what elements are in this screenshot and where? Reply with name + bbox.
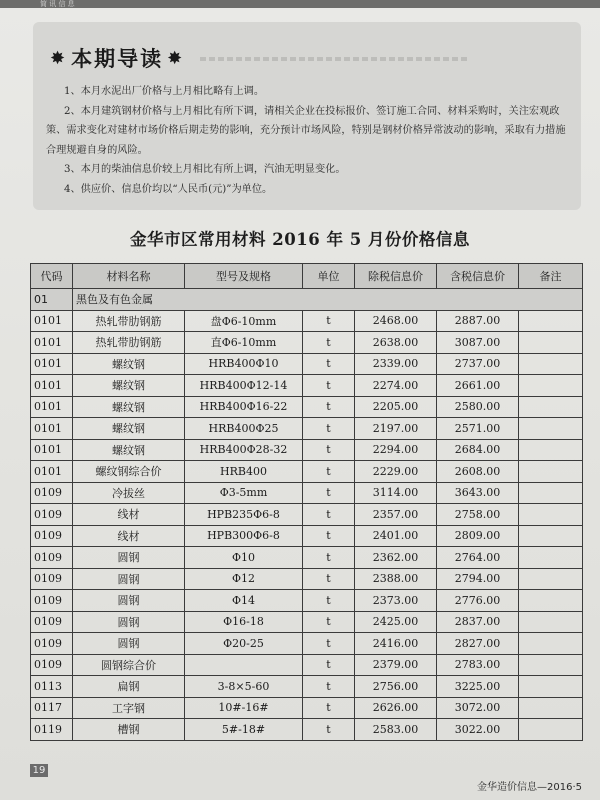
category-code: 01 <box>31 289 73 311</box>
cell-unit: t <box>303 439 355 461</box>
cell-price-inc-tax: 3087.00 <box>437 332 519 354</box>
page-number: 19 <box>30 764 48 777</box>
cell-material-name: 螺纹钢综合价 <box>73 461 185 483</box>
cell-code: 0109 <box>31 525 73 547</box>
cell-spec: HRB400Φ10 <box>185 353 303 375</box>
cell-unit: t <box>303 590 355 612</box>
table-row <box>31 633 583 655</box>
column-header: 备注 <box>519 264 583 289</box>
table-row <box>31 676 583 698</box>
category-name: 黑色及有色金属 <box>73 289 583 311</box>
cell-price-ex-tax: 2339.00 <box>355 353 437 375</box>
table-row <box>31 332 583 354</box>
cell-price-inc-tax: 3225.00 <box>437 676 519 698</box>
cell-price-inc-tax: 2827.00 <box>437 633 519 655</box>
table-row <box>31 310 583 332</box>
table-row <box>31 482 583 504</box>
cell-spec <box>185 654 303 676</box>
cell-code: 0109 <box>31 611 73 633</box>
cell-price-inc-tax: 2887.00 <box>437 310 519 332</box>
cell-price-ex-tax: 2373.00 <box>355 590 437 612</box>
cell-code: 0113 <box>31 676 73 698</box>
cell-price-inc-tax: 2764.00 <box>437 547 519 569</box>
cell-price-ex-tax: 2756.00 <box>355 676 437 698</box>
cell-note <box>519 353 583 375</box>
cell-price-inc-tax: 2794.00 <box>437 568 519 590</box>
cell-code: 0109 <box>31 633 73 655</box>
table-header-row <box>31 264 583 289</box>
cell-note <box>519 461 583 483</box>
cell-unit: t <box>303 611 355 633</box>
table-row <box>31 504 583 526</box>
cell-code: 0101 <box>31 418 73 440</box>
cell-unit: t <box>303 719 355 741</box>
cell-material-name: 圆钢综合价 <box>73 654 185 676</box>
cell-price-ex-tax: 2379.00 <box>355 654 437 676</box>
table-row <box>31 547 583 569</box>
table-row <box>31 418 583 440</box>
cell-price-ex-tax: 2274.00 <box>355 375 437 397</box>
cell-spec: Φ16-18 <box>185 611 303 633</box>
table-row <box>31 611 583 633</box>
cell-price-ex-tax: 2362.00 <box>355 547 437 569</box>
cell-note <box>519 482 583 504</box>
cell-spec: HRB400Φ25 <box>185 418 303 440</box>
table-row <box>31 439 583 461</box>
star-icon: ✸ <box>50 48 68 69</box>
cell-unit: t <box>303 568 355 590</box>
cell-material-name: 螺纹钢 <box>73 439 185 461</box>
running-header: 简 讯 信 息 <box>0 0 600 8</box>
cell-spec: 直Φ6-10mm <box>185 332 303 354</box>
cell-note <box>519 418 583 440</box>
intro-heading-text: 本期导读 <box>71 47 164 71</box>
cell-price-inc-tax: 2758.00 <box>437 504 519 526</box>
cell-unit: t <box>303 676 355 698</box>
cell-unit: t <box>303 332 355 354</box>
cell-spec: 3-8×5-60 <box>185 676 303 698</box>
cell-unit: t <box>303 375 355 397</box>
table-row <box>31 654 583 676</box>
table-row <box>31 375 583 397</box>
cell-note <box>519 633 583 655</box>
table-title: 金华市区常用材料 2016 年 5 月份价格信息 <box>130 230 470 249</box>
cell-unit: t <box>303 504 355 526</box>
cell-note <box>519 676 583 698</box>
cell-material-name: 冷拔丝 <box>73 482 185 504</box>
cell-code: 0101 <box>31 396 73 418</box>
cell-material-name: 热轧带肋钢筋 <box>73 310 185 332</box>
cell-price-inc-tax: 2809.00 <box>437 525 519 547</box>
table-row <box>31 353 583 375</box>
cell-note <box>519 719 583 741</box>
cell-spec: Φ12 <box>185 568 303 590</box>
cell-price-inc-tax: 2608.00 <box>437 461 519 483</box>
cell-note <box>519 654 583 676</box>
cell-note <box>519 568 583 590</box>
cell-price-inc-tax: 2661.00 <box>437 375 519 397</box>
cell-price-ex-tax: 2626.00 <box>355 697 437 719</box>
cell-unit: t <box>303 353 355 375</box>
cell-note <box>519 590 583 612</box>
cell-price-ex-tax: 2468.00 <box>355 310 437 332</box>
intro-item: 2、本月建筑钢材价格与上月相比有所下调，请相关企业在投标报价、签订施工合同、材料采购时，关注宏观政策、需求变化对建材市场价格后期走势的影响，充分预计市场风险，特别是钢材价格异常波动的影响，采取有力措施合理规避自身的风险。 <box>46 105 566 156</box>
cell-price-inc-tax: 2684.00 <box>437 439 519 461</box>
cell-price-inc-tax: 3643.00 <box>437 482 519 504</box>
heading-decoration <box>200 57 470 61</box>
cell-code: 0109 <box>31 482 73 504</box>
cell-note <box>519 611 583 633</box>
cell-price-inc-tax: 2571.00 <box>437 418 519 440</box>
cell-note <box>519 525 583 547</box>
cell-unit: t <box>303 310 355 332</box>
cell-price-ex-tax: 2401.00 <box>355 525 437 547</box>
cell-unit: t <box>303 396 355 418</box>
cell-price-ex-tax: 2416.00 <box>355 633 437 655</box>
cell-code: 0109 <box>31 590 73 612</box>
cell-spec: HPB300Φ6-8 <box>185 525 303 547</box>
table-row <box>31 590 583 612</box>
cell-code: 0109 <box>31 547 73 569</box>
cell-material-name: 槽钢 <box>73 719 185 741</box>
cell-spec: HRB400Φ16-22 <box>185 396 303 418</box>
table-row <box>31 525 583 547</box>
cell-spec: Φ14 <box>185 590 303 612</box>
cell-code: 0101 <box>31 461 73 483</box>
column-header: 除税信息价 <box>355 264 437 289</box>
cell-unit: t <box>303 654 355 676</box>
table-row <box>31 697 583 719</box>
column-header: 代码 <box>31 264 73 289</box>
cell-price-ex-tax: 2197.00 <box>355 418 437 440</box>
cell-unit: t <box>303 633 355 655</box>
cell-code: 0109 <box>31 654 73 676</box>
cell-material-name: 螺纹钢 <box>73 375 185 397</box>
cell-price-inc-tax: 2580.00 <box>437 396 519 418</box>
cell-code: 0109 <box>31 504 73 526</box>
cell-spec: Φ20-25 <box>185 633 303 655</box>
cell-spec: Φ3-5mm <box>185 482 303 504</box>
cell-material-name: 圆钢 <box>73 547 185 569</box>
cell-spec: HRB400Φ12-14 <box>185 375 303 397</box>
cell-material-name: 线材 <box>73 525 185 547</box>
cell-material-name: 螺纹钢 <box>73 418 185 440</box>
cell-material-name: 螺纹钢 <box>73 353 185 375</box>
category-row <box>31 289 583 311</box>
cell-price-ex-tax: 2425.00 <box>355 611 437 633</box>
cell-unit: t <box>303 482 355 504</box>
intro-list <box>46 82 566 199</box>
cell-price-ex-tax: 2229.00 <box>355 461 437 483</box>
cell-unit: t <box>303 461 355 483</box>
cell-note <box>519 310 583 332</box>
cell-material-name: 螺纹钢 <box>73 396 185 418</box>
intro-item: 1、本月水泥出厂价格与上月相比略有上调。 <box>64 86 265 97</box>
cell-price-inc-tax: 2737.00 <box>437 353 519 375</box>
column-header: 材料名称 <box>73 264 185 289</box>
cell-unit: t <box>303 547 355 569</box>
cell-code: 0119 <box>31 719 73 741</box>
cell-spec: HRB400 <box>185 461 303 483</box>
cell-material-name: 圆钢 <box>73 568 185 590</box>
cell-material-name: 热轧带肋钢筋 <box>73 332 185 354</box>
cell-code: 0101 <box>31 439 73 461</box>
cell-spec: Φ10 <box>185 547 303 569</box>
cell-unit: t <box>303 418 355 440</box>
cell-code: 0101 <box>31 310 73 332</box>
cell-note <box>519 439 583 461</box>
intro-item: 3、本月的柴油信息价较上月相比有所上调，汽油无明显变化。 <box>64 164 346 175</box>
cell-code: 0101 <box>31 375 73 397</box>
table-row <box>31 719 583 741</box>
cell-spec: HPB235Φ6-8 <box>185 504 303 526</box>
intro-item: 4、供应价、信息价均以“人民币(元)”为单位。 <box>64 183 273 195</box>
cell-note <box>519 375 583 397</box>
cell-unit: t <box>303 525 355 547</box>
cell-price-ex-tax: 2583.00 <box>355 719 437 741</box>
table-row <box>31 568 583 590</box>
cell-note <box>519 332 583 354</box>
cell-material-name: 圆钢 <box>73 633 185 655</box>
cell-code: 0117 <box>31 697 73 719</box>
cell-material-name: 圆钢 <box>73 590 185 612</box>
publication-footer: 金华造价信息—2016·5 <box>477 782 582 793</box>
cell-spec: HRB400Φ28-32 <box>185 439 303 461</box>
cell-spec: 10#-16# <box>185 697 303 719</box>
cell-code: 0101 <box>31 353 73 375</box>
cell-material-name: 线材 <box>73 504 185 526</box>
column-header: 含税信息价 <box>437 264 519 289</box>
column-header: 单位 <box>303 264 355 289</box>
cell-material-name: 圆钢 <box>73 611 185 633</box>
cell-price-ex-tax: 2638.00 <box>355 332 437 354</box>
cell-unit: t <box>303 697 355 719</box>
cell-price-inc-tax: 2783.00 <box>437 654 519 676</box>
cell-price-ex-tax: 2357.00 <box>355 504 437 526</box>
cell-price-ex-tax: 2294.00 <box>355 439 437 461</box>
cell-price-inc-tax: 2837.00 <box>437 611 519 633</box>
cell-code: 0101 <box>31 332 73 354</box>
star-icon: ✸ <box>167 48 185 69</box>
cell-note <box>519 504 583 526</box>
table-row <box>31 396 583 418</box>
table-row <box>31 461 583 483</box>
column-header: 型号及规格 <box>185 264 303 289</box>
cell-price-inc-tax: 3022.00 <box>437 719 519 741</box>
price-table <box>30 263 583 741</box>
cell-material-name: 工字钢 <box>73 697 185 719</box>
cell-note <box>519 697 583 719</box>
cell-price-ex-tax: 2205.00 <box>355 396 437 418</box>
cell-code: 0109 <box>31 568 73 590</box>
cell-price-ex-tax: 3114.00 <box>355 482 437 504</box>
cell-material-name: 扁钢 <box>73 676 185 698</box>
cell-price-inc-tax: 2776.00 <box>437 590 519 612</box>
cell-spec: 盘Φ6-10mm <box>185 310 303 332</box>
cell-note <box>519 547 583 569</box>
intro-heading <box>50 44 198 74</box>
cell-note <box>519 396 583 418</box>
cell-price-ex-tax: 2388.00 <box>355 568 437 590</box>
cell-spec: 5#-18# <box>185 719 303 741</box>
cell-price-inc-tax: 3072.00 <box>437 697 519 719</box>
